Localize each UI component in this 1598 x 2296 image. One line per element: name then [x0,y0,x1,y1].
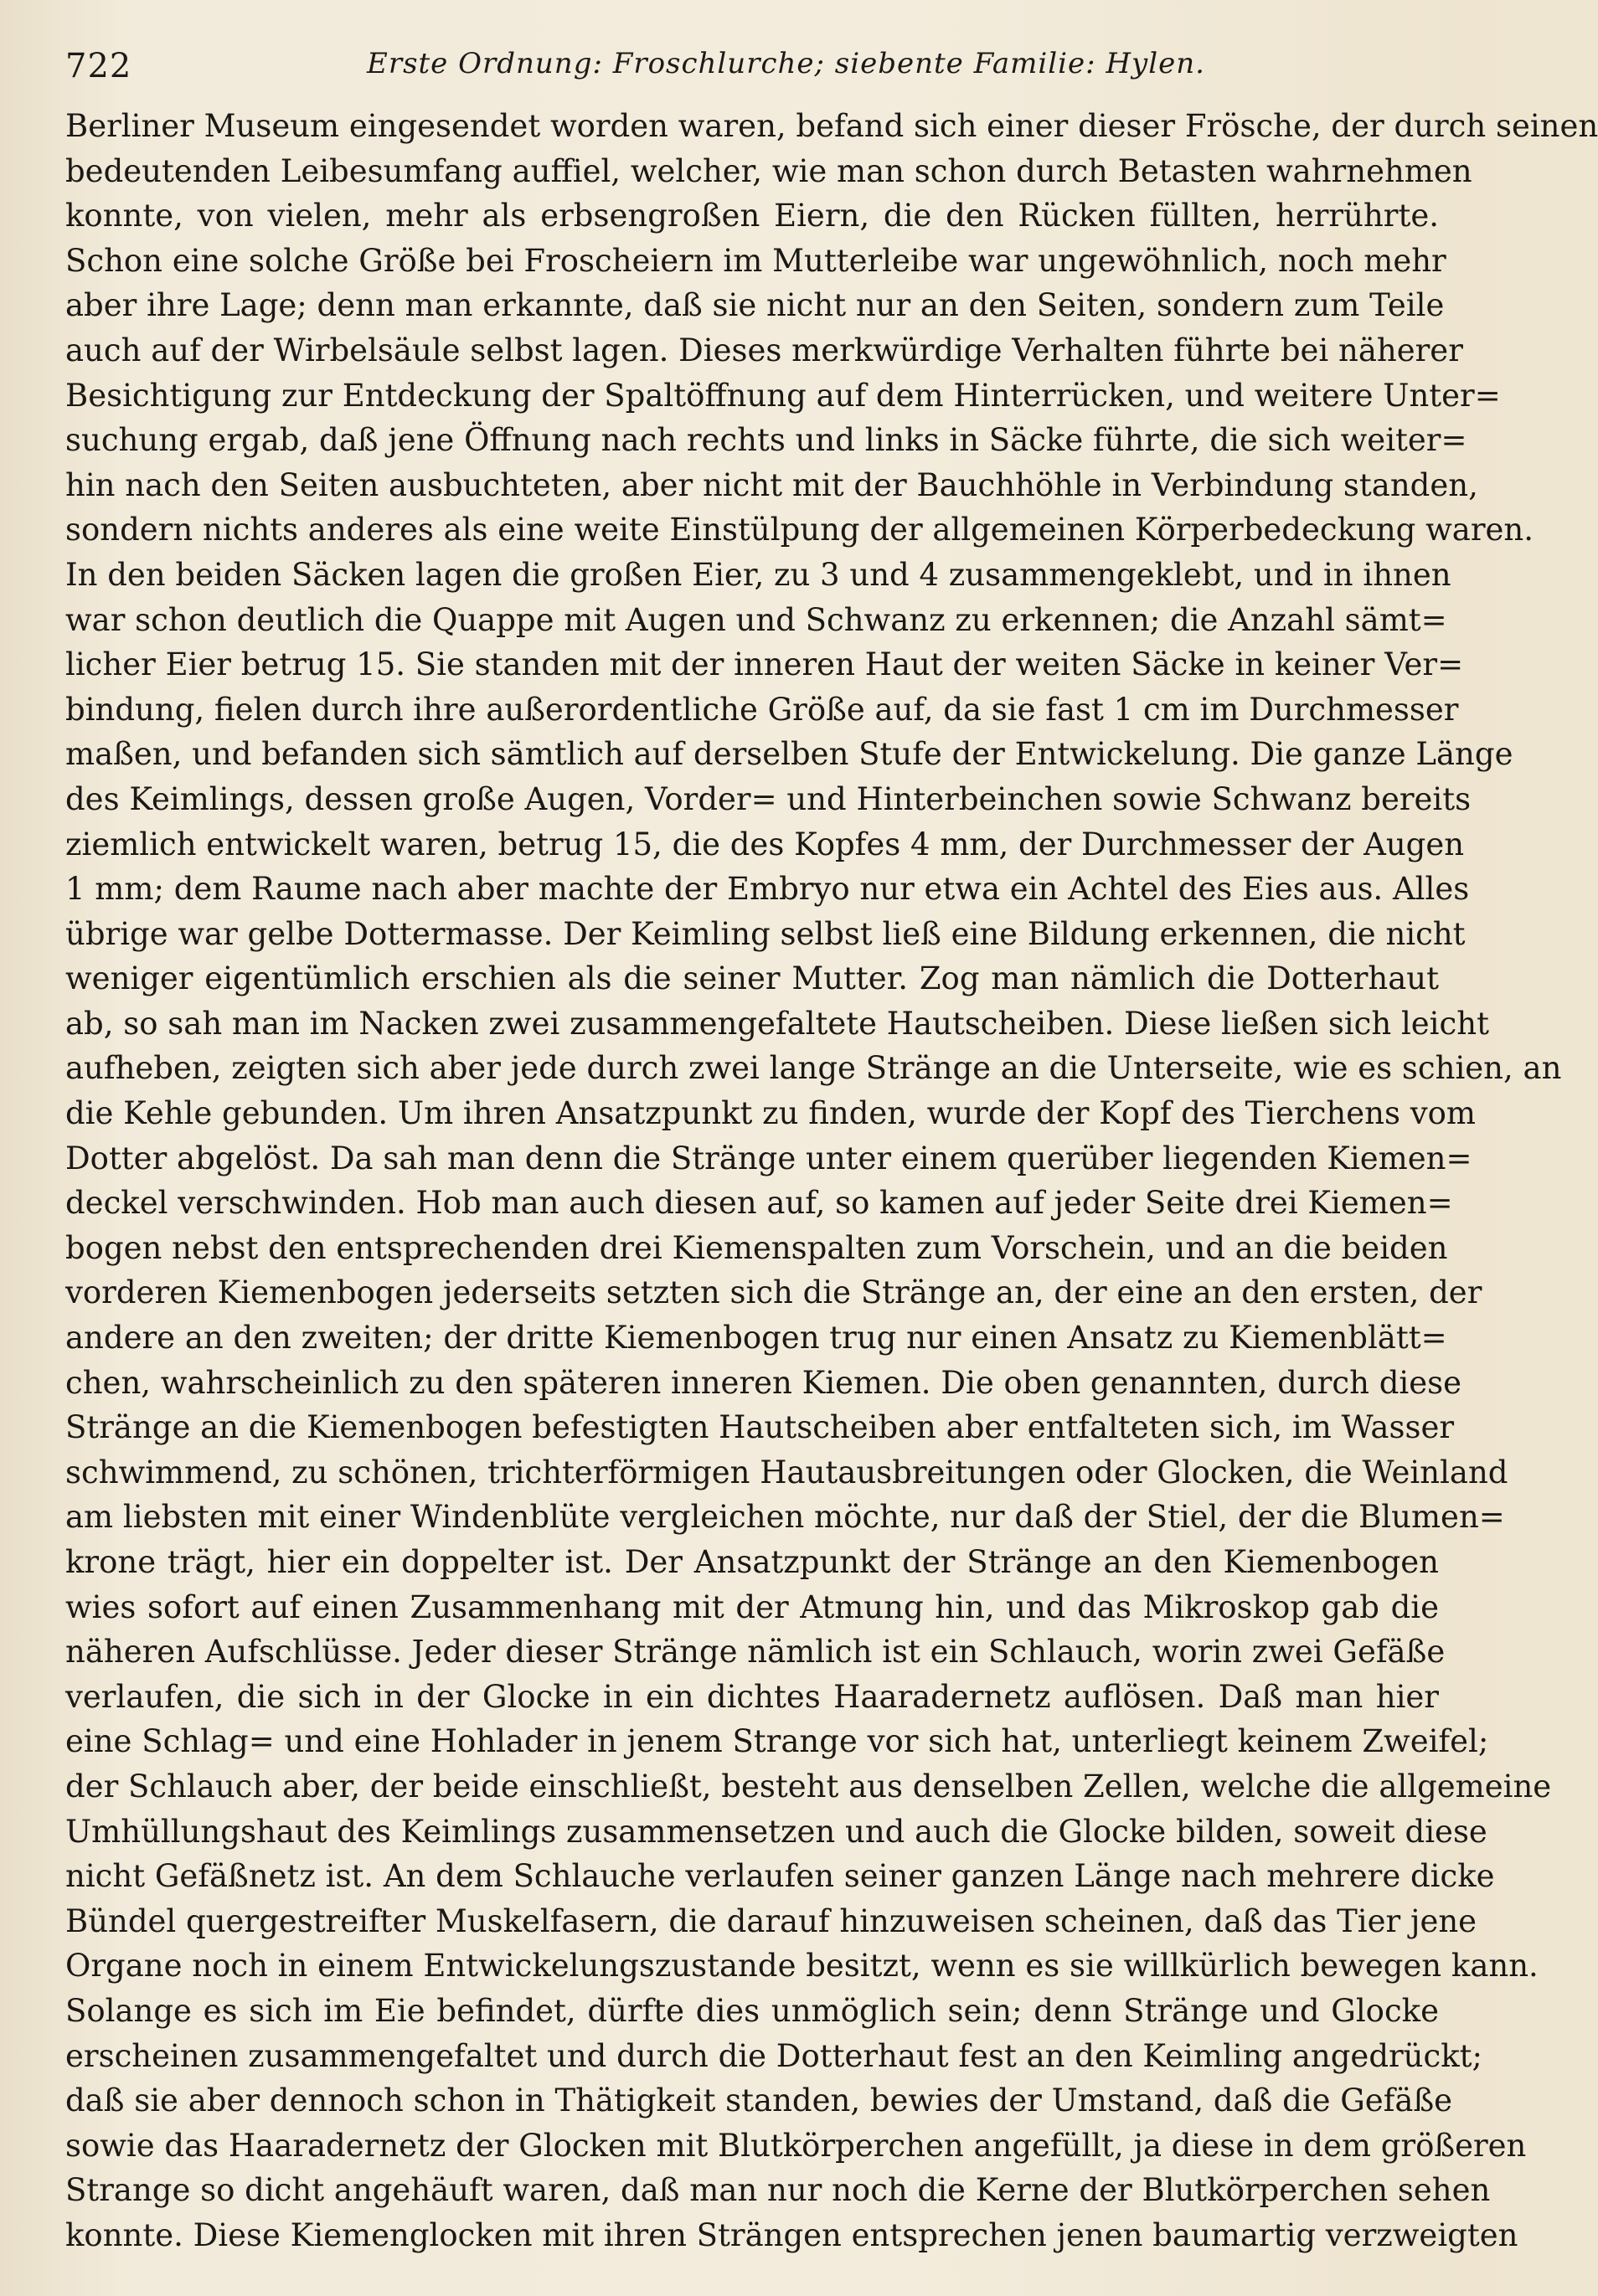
text-line: Umhüllungshaut des Keimlings zusammensetzen und auch die Glocke bilden, soweit diese [65,1813,1487,1850]
text-line: Organe noch in einem Entwickelungszustande besitzt, wenn es sie willkürlich bewegen kann. [65,1948,1539,1985]
text-line: schwimmend, zu schönen, trichterförmigen Hautausbreitungen oder Glocken, die Weinland [65,1454,1508,1490]
text-line: bogen nebst den entsprechenden drei Kiemenspalten zum Vorschein, und an die beiden [65,1229,1448,1266]
text-line: sowie das Haaradernetz der Glocken mit Blutkörperchen angefüllt, ja diese in dem größeren [65,2127,1527,2164]
text-line: konnte. Diese Kiemenglocken mit ihren Strängen entsprechen jenen baumartig verzweigten [65,2216,1518,2253]
text-line: ab, so sah man im Nacken zwei zusammengefaltete Hautscheiben. Diese ließen sich leicht [65,1005,1489,1042]
text-line: suchung ergab, daß jene Öffnung nach rechts und links in Säcke führte, die sich weiter= [65,422,1467,459]
text-line: näheren Aufschlüsse. Jeder dieser Stränge nämlich ist ein Schlauch, worin zwei Gefäße [65,1634,1446,1671]
text-line: am liebsten mit einer Windenblüte vergleichen möchte, nur daß der Stiel, der die Blumen= [65,1499,1505,1536]
running-head: Erste Ordnung: Froschlurche; siebente Familie: Hylen. [367,47,1205,80]
text-line: eine Schlag= und eine Hohlader in jenem Strange vor sich hat, unterliegt keinem Zweifel; [65,1723,1489,1760]
text-line: krone trägt, hier ein doppelter ist. Der Ansatzpunkt der Stränge an den Kiemenbogen [65,1544,1439,1580]
text-line: ziemlich entwickelt waren, betrug 15, die des Kopfes 4 mm, der Durchmesser der Augen [65,826,1465,862]
text-line: aber ihre Lage; denn man erkannte, daß sie nicht nur an den Seiten, sondern zum Teile [65,287,1445,324]
text-line: deckel verschwinden. Hob man auch diesen auf, so kamen auf jeder Seite drei Kiemen= [65,1185,1453,1222]
text-line: hin nach den Seiten ausbuchteten, aber nicht mit der Bauchhöhle in Verbindung standen, [65,466,1478,503]
text-line: weniger eigentümlich erschien als die seiner Mutter. Zog man nämlich die Dotterhaut [65,960,1439,997]
text-line: In den beiden Säcken lagen die großen Eier, zu 3 und 4 zusammengeklebt, und in ihnen [65,556,1451,593]
text-line: wies sofort auf einen Zusammenhang mit der Atmung hin, und das Mikroskop gab die [65,1588,1439,1625]
text-line: Bündel quergestreifter Muskelfasern, die darauf hinzuweisen scheinen, daß das Tier jene [65,1902,1477,1939]
text-line: des Keimlings, dessen große Augen, Vorder= und Hinterbeinchen sowie Schwanz bereits [65,780,1472,817]
text-line: übrige war gelbe Dottermasse. Der Keimling selbst ließ eine Bildung erkennen, die nicht [65,915,1466,952]
text-line: bedeutenden Leibesumfang auffiel, welcher, wie man schon durch Betasten wahrnehmen [65,152,1472,189]
text-line: bindung, fielen durch ihre außerordentliche Größe auf, da sie fast 1 cm im Durchmesser [65,691,1459,728]
text-line: daß sie aber dennoch schon in Thätigkeit standen, bewies der Umstand, daß die Gefäße [65,2082,1453,2119]
text-line: war schon deutlich die Quappe mit Augen und Schwanz zu erkennen; die Anzahl sämt= [65,601,1447,638]
text-line: auch auf der Wirbelsäule selbst lagen. Dieses merkwürdige Verhalten führte bei näherer [65,332,1463,368]
body-text [65,104,1598,2258]
text-line: 1 mm; dem Raume nach aber machte der Embryo nur etwa ein Achtel des Eies aus. Alles [65,871,1470,908]
text-line: Besichtigung zur Entdeckung der Spaltöffnung auf dem Hinterrücken, und weitere Unter= [65,377,1501,414]
page-header [65,42,1439,92]
text-line: erscheinen zusammengefaltet und durch die Dotterhaut fest an den Keimling angedrückt; [65,2037,1482,2074]
text-line: nicht Gefäßnetz ist. An dem Schlauche verlaufen seiner ganzen Länge nach mehrere dicke [65,1858,1495,1895]
text-line: sondern nichts anderes als eine weite Einstülpung der allgemeinen Körperbedeckung waren. [65,512,1534,548]
text-line: verlaufen, die sich in der Glocke in ein dichtes Haaradernetz auflösen. Daß man hier [65,1678,1439,1715]
text-line: Strange so dicht angehäuft waren, daß man nur noch die Kerne der Blutkörperchen sehen [65,2172,1491,2209]
text-line: licher Eier betrug 15. Sie standen mit der inneren Haut der weiten Säcke in keiner Ver= [65,646,1464,683]
text-line: Solange es sich im Eie befindet, dürfte dies unmöglich sein; denn Stränge und Glocke [65,1992,1439,2029]
text-line: aufheben, zeigten sich aber jede durch zwei lange Stränge an die Unterseite, wie es schien, an [65,1050,1562,1087]
text-line: Berliner Museum eingesendet worden waren, befand sich einer dieser Frösche, der durch seinen [65,108,1598,144]
text-line: Schon eine solche Größe bei Froscheiern im Mutterleibe war ungewöhnlich, noch mehr [65,242,1446,279]
text-line: maßen, und befanden sich sämtlich auf derselben Stufe der Entwickelung. Die ganze Länge [65,736,1513,773]
text-line: chen, wahrscheinlich zu den späteren inneren Kiemen. Die oben genannten, durch diese [65,1364,1461,1401]
text-line: der Schlauch aber, der beide einschließt, besteht aus denselben Zellen, welche die allgemeine [65,1768,1552,1804]
text-line: die Kehle gebunden. Um ihren Ansatzpunkt zu finden, wurde der Kopf des Tierchens vom [65,1095,1476,1132]
text-line: konnte, von vielen, mehr als erbsengroßen Eiern, die den Rücken füllten, herrührte. [65,198,1439,234]
text-line: andere an den zweiten; der dritte Kiemenbogen trug nur einen Ansatz zu Kiemenblätt= [65,1320,1447,1356]
page-number: 722 [65,47,132,85]
text-line: vorderen Kiemenbogen jederseits setzten sich die Stränge an, der eine an den ersten, der [65,1274,1482,1311]
text-line: Dotter abgelöst. Da sah man denn die Stränge unter einem querüber liegenden Kiemen= [65,1140,1472,1176]
text-line: Stränge an die Kiemenbogen befestigten Hautscheiben aber entfalteten sich, im Wasser [65,1409,1455,1446]
